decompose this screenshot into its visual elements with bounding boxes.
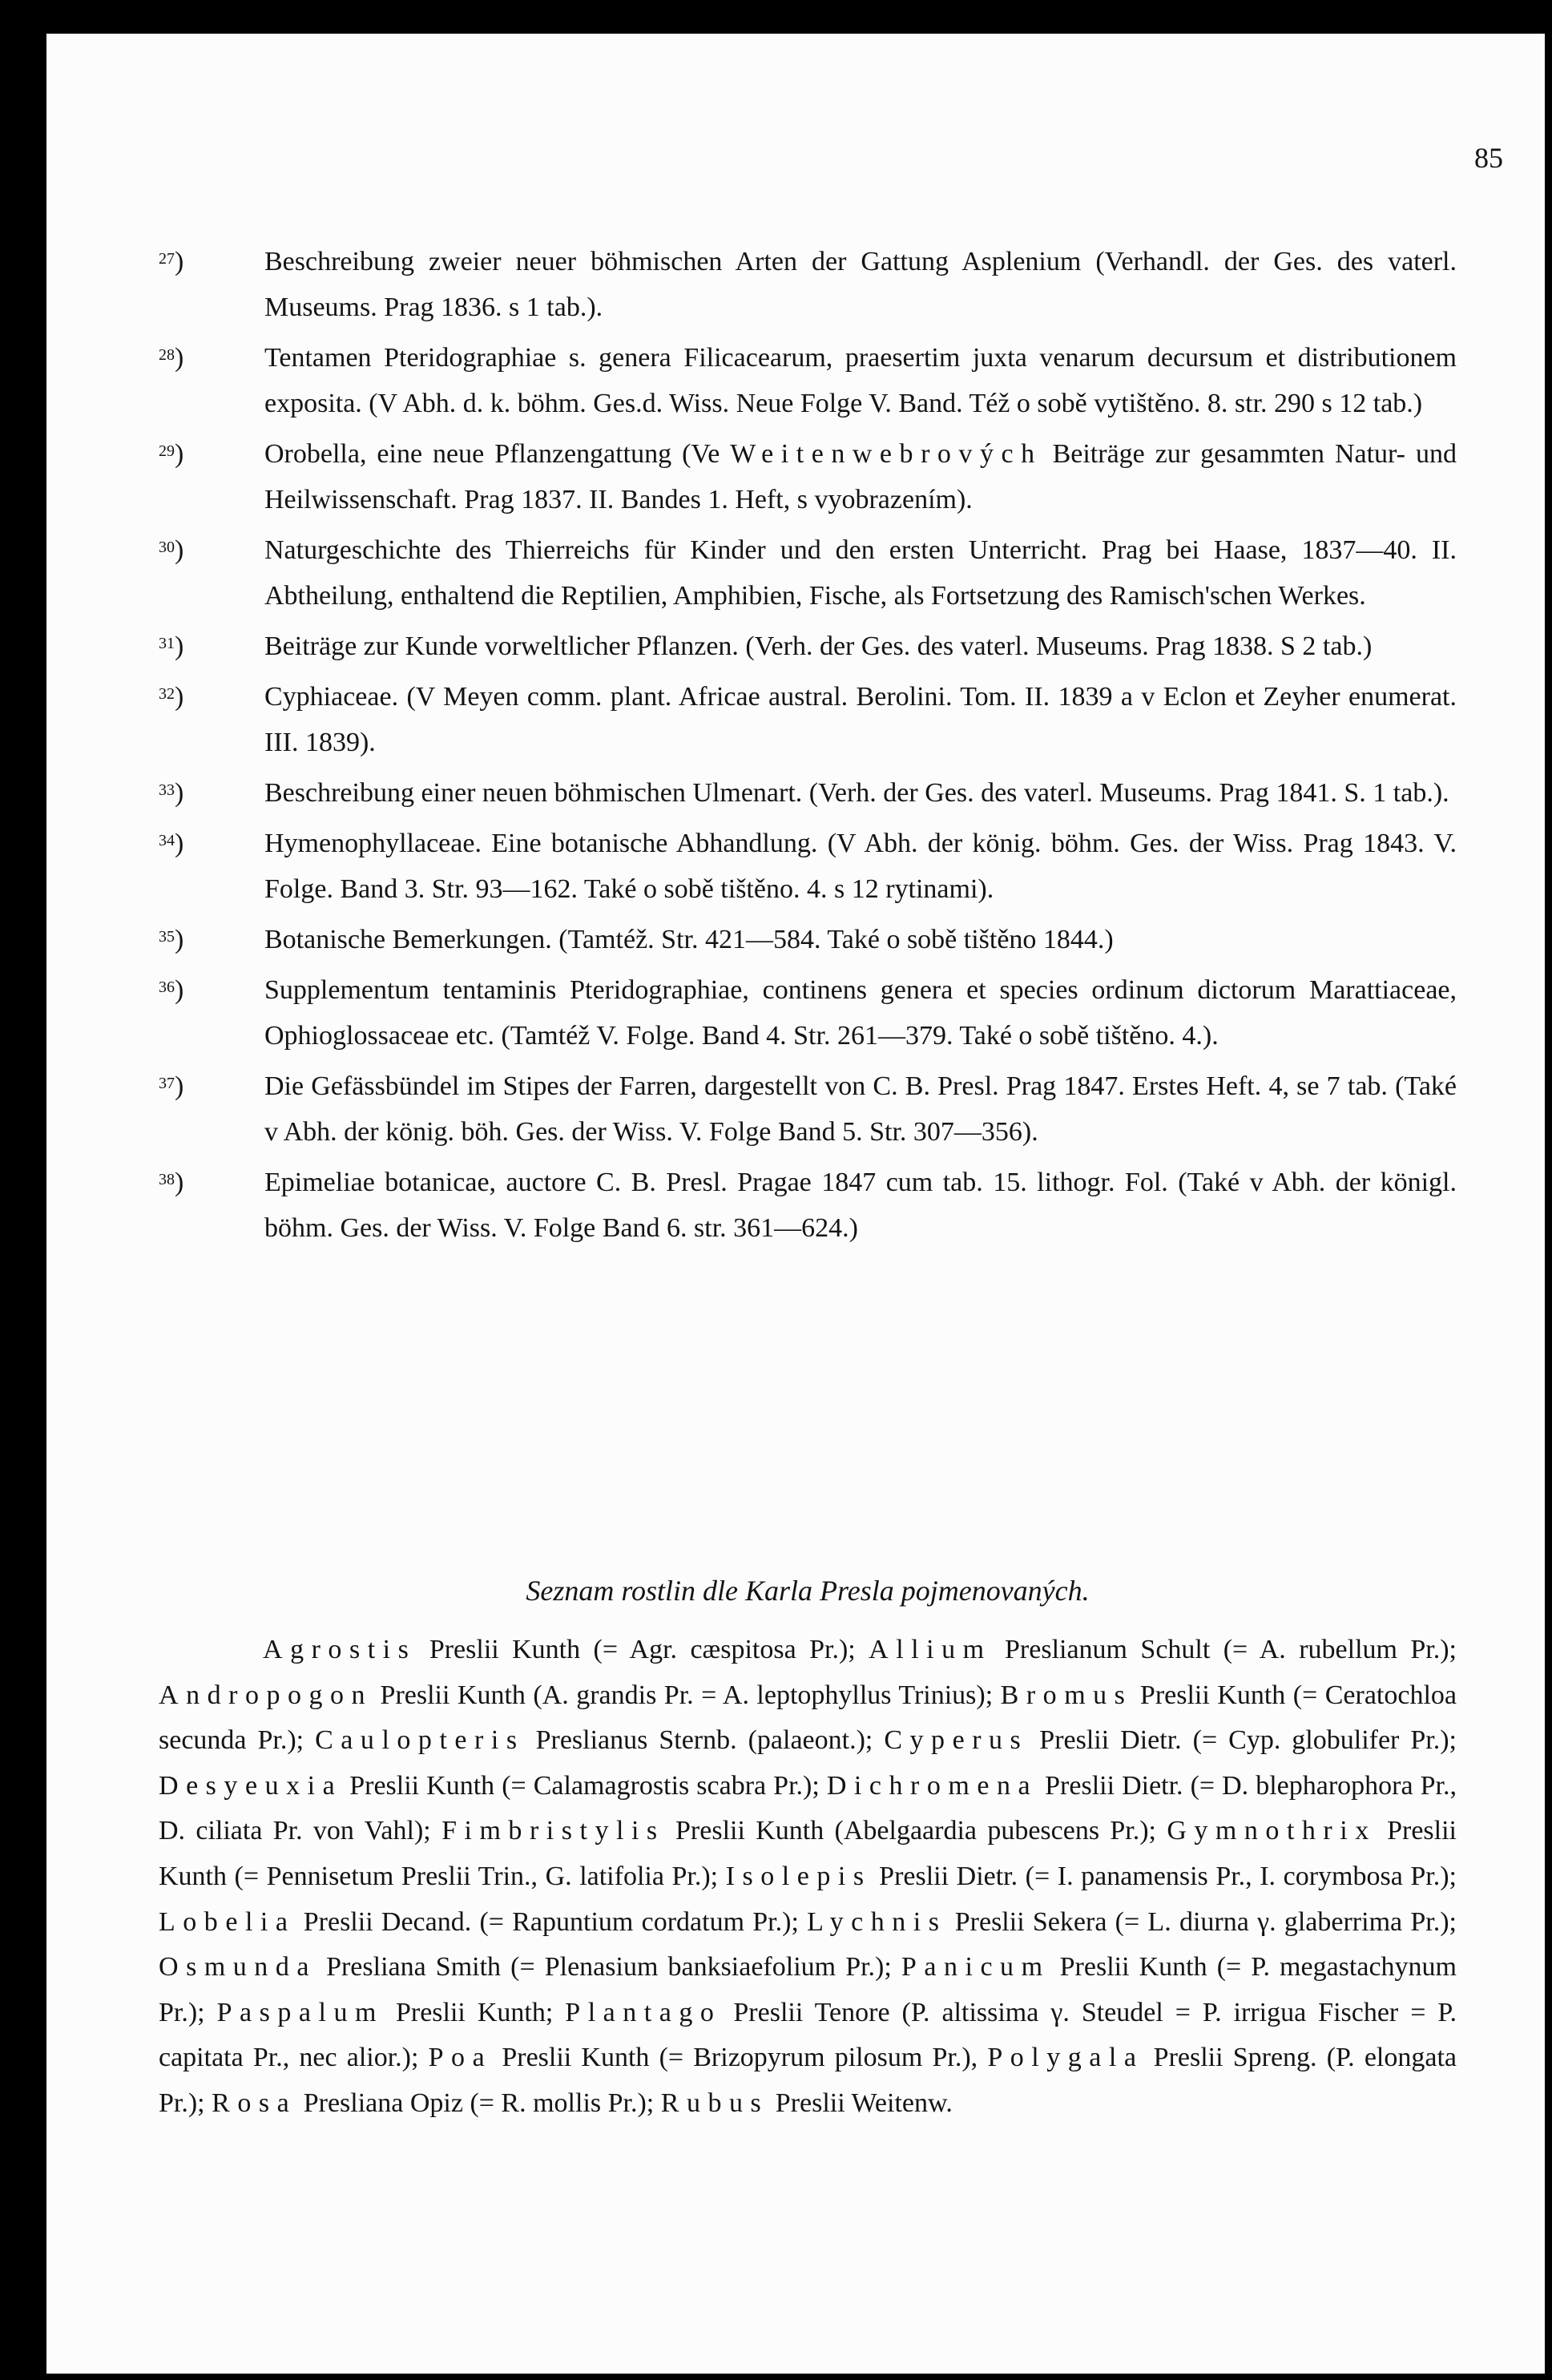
footnote-28 (159, 335, 1457, 426)
genus-name: Dichromena (826, 1770, 1038, 1801)
footnote-marker: $^{31}$) (159, 631, 184, 661)
footnote-marker: $^{33}$) (159, 778, 184, 808)
footnote-marker: $^{38}$) (159, 1168, 184, 1197)
species-text: Presliana Smith (= Plenasium banksiaefolium Pr.); (316, 1952, 901, 1983)
species-text: Presliana Opiz (= R. mollis Pr.); (296, 2088, 661, 2118)
genus-name: Panicum (901, 1952, 1050, 1983)
footnote-29 (159, 431, 1457, 522)
footnote-36 (159, 967, 1457, 1059)
species-text: Preslii Decand. (= Rapuntium cordatum Pr.); (295, 1906, 808, 1937)
footnote-marker: $^{32}$) (159, 682, 184, 712)
footnote-marker: $^{28}$) (159, 343, 184, 373)
footnote-37 (159, 1063, 1457, 1155)
footnote-27 (159, 239, 1457, 330)
footnote-text: Beiträge zur Kunde vorweltlicher Pflanzen. (Verh. der Ges. des vaterl. Museums. Prag 1838. S 2 tab.) (264, 631, 1373, 661)
footnote-text: Cyphiaceae. (V Meyen comm. plant. Africae austral. Berolini. Tom. II. 1839 a v Eclon et Zeyher enumerat. III. 1839). (264, 682, 1457, 757)
footnote-text: Beschreibung einer neuen böhmischen Ulmenart. (Verh. der Ges. des vaterl. Museums. Prag 1841. S. 1 tab.). (264, 778, 1449, 808)
species-text: Preslii Tenore (P. altissima γ. Steudel = P. irrigua Fischer = P. capitata Pr., nec alior.); (159, 1997, 1457, 2073)
species-text: Preslii Sekera (= L. diurna γ. glaberrima Pr.); (946, 1906, 1457, 1937)
species-text: Preslii Weitenw. (768, 2088, 953, 2118)
footnote-list (159, 239, 1457, 1256)
footnote-33 (159, 770, 1457, 816)
genus-name: Andropogon (159, 1680, 373, 1710)
species-text: Preslianum Schult (= A. rubellum Pr.); (991, 1635, 1457, 1664)
species-text: Preslii Kunth (= Agr. cæspitosa Pr.); (416, 1635, 869, 1664)
genus-name: Rosa (212, 2088, 297, 2118)
footnote-text: Supplementum tentaminis Pteridographiae, continens genera et species ordinum dictorum Marattiaceae, Ophioglossaceae etc. (Tamtéž V. Folge. Band 4. Str. 261—379. Také o sobě tištěno. 4.). (264, 975, 1457, 1051)
footnote-text: Naturgeschichte des Thierreichs für Kinder und den ersten Unterricht. Prag bei Haase, 1837—40. II. Abtheilung, enthaltend die Reptilien, Amphibien, Fische, als Fortsetzung des Ramisch'schen Werkes. (264, 535, 1457, 611)
footnote-34 (159, 821, 1457, 912)
genus-name: Gymnothrix (1167, 1816, 1377, 1846)
genus-name: Paspalum (216, 1997, 384, 2027)
species-text: Preslianus Sternb. (palaeont.); (524, 1725, 885, 1756)
genus-name: Poa (428, 2043, 493, 2073)
genus-name: Lobelia (159, 1906, 296, 1937)
species-text: Preslii Kunth (= Pennisetum Preslii Trin., G. latifolia Pr.); (159, 1816, 1457, 1891)
footnote-38 (159, 1160, 1457, 1251)
genus-name: Agrostis (263, 1635, 417, 1664)
species-text: Preslii Spreng. (P. elongata Pr.); (159, 2043, 1457, 2118)
footnote-text: Orobella, eine neue Pflanzengattung (Ve Weitenwebrových Beiträge zur gesammten Natur- und Heilwissenschaft. Prag 1837. II. Bandes 1. Heft, s vyobrazením). (264, 439, 1457, 514)
species-text: Preslii Kunth (Abelgaardia pubescens Pr.); (664, 1816, 1167, 1846)
species-text: Preslii Kunth (= Ceratochloa secunda Pr.); (159, 1680, 1457, 1756)
footnote-text: Botanische Bemerkungen. (Tamtéž. Str. 421—584. Také o sobě tištěno 1844.) (264, 925, 1114, 954)
footnote-marker: $^{37}$) (159, 1071, 184, 1101)
genus-name: Osmunda (159, 1952, 316, 1983)
footnote-text: Hymenophyllaceae. Eine botanische Abhandlung. (V Abh. der könig. böhm. Ges. der Wiss. Prag 1843. V. Folge. Band 3. Str. 93—162. Také o sobě tištěno. 4. s 12 rytinami). (264, 829, 1457, 904)
footnote-text: Epimeliae botanicae, auctore C. B. Presl. Pragae 1847 cum tab. 15. lithogr. Fol. (Také v Abh. der königl. böhm. Ges. der Wiss. V. Folge Band 6. str. 361—624.) (264, 1168, 1457, 1243)
genus-name: Allium (869, 1635, 992, 1664)
footnote-marker: $^{30}$) (159, 535, 184, 565)
footnote-31 (159, 623, 1457, 669)
species-text: Preslii Dietr. (= I. panamensis Pr., I. corymbosa Pr.); (871, 1861, 1457, 1891)
genus-name: Plantago (565, 1997, 722, 2027)
footnote-marker: $^{36}$) (159, 975, 184, 1005)
genus-name: Bromus (1000, 1680, 1133, 1710)
species-text: Preslii Kunth (= Brizopyrum pilosum Pr.), (492, 2043, 988, 2073)
scanned-page (46, 34, 1545, 2374)
footnote-text: Beschreibung zweier neuer böhmischen Arten der Gattung Asplenium (Verhandl. der Ges. des vaterl. Museums. Prag 1836. s 1 tab.). (264, 247, 1457, 322)
genus-name: Rubus (660, 2088, 769, 2118)
species-text: Preslii Kunth (A. grandis Pr. = A. leptophyllus Trinius); (373, 1680, 1001, 1710)
genus-name: Lychnis (807, 1906, 947, 1937)
genus-name: Fimbristylis (441, 1816, 665, 1846)
footnote-32 (159, 674, 1457, 765)
footnote-30 (159, 527, 1457, 619)
section-heading: Seznam rostlin dle Karla Presla pojmenovaných. (526, 1575, 1090, 1607)
footnote-marker: $^{29}$) (159, 439, 184, 469)
genus-name: Cyperus (884, 1725, 1029, 1756)
footnote-text: Die Gefässbündel im Stipes der Farren, dargestellt von C. B. Presl. Prag 1847. Erstes Heft. 4, se 7 tab. (Také v Abh. der könig. böh. Ges. der Wiss. V. Folge Band 5. Str. 307—356). (264, 1071, 1457, 1147)
footnote-marker: $^{27}$) (159, 247, 184, 276)
footnote-35 (159, 917, 1457, 962)
species-text: Preslii Kunth (= P. megastachynum Pr.); (159, 1952, 1457, 2027)
spaced-name: Weitenwebrových (730, 439, 1042, 469)
genus-name: Caulopteris (315, 1725, 525, 1756)
genus-name: Polygala (987, 2043, 1144, 2073)
footnote-text: Tentamen Pteridographiae s. genera Filicacearum, praesertim juxta venarum decursum et distributionem exposita. (V Abh. d. k. böhm. Ges.d. Wiss. Neue Folge V. Band. Též o sobě vytištěno. 8. str. 290 s 12 tab.) (264, 343, 1457, 418)
genus-name: Desyeuxia (159, 1770, 343, 1801)
species-text: Preslii Kunth (= Calamagrostis scabra Pr.); (342, 1770, 827, 1801)
species-text: Preslii Dietr. (= D. blepharophora Pr., D. ciliata Pr. von Vahl); (159, 1770, 1457, 1846)
footnote-marker: $^{34}$) (159, 829, 184, 858)
footnote-marker: $^{35}$) (159, 925, 184, 954)
plant-list-paragraph (159, 1628, 1457, 2127)
page-number: 85 (1474, 142, 1503, 174)
species-text: Preslii Dietr. (= Cyp. globulifer Pr.); (1028, 1725, 1457, 1756)
genus-name: Isolepis (725, 1861, 872, 1891)
species-text: Preslii Kunth; (383, 1997, 566, 2027)
